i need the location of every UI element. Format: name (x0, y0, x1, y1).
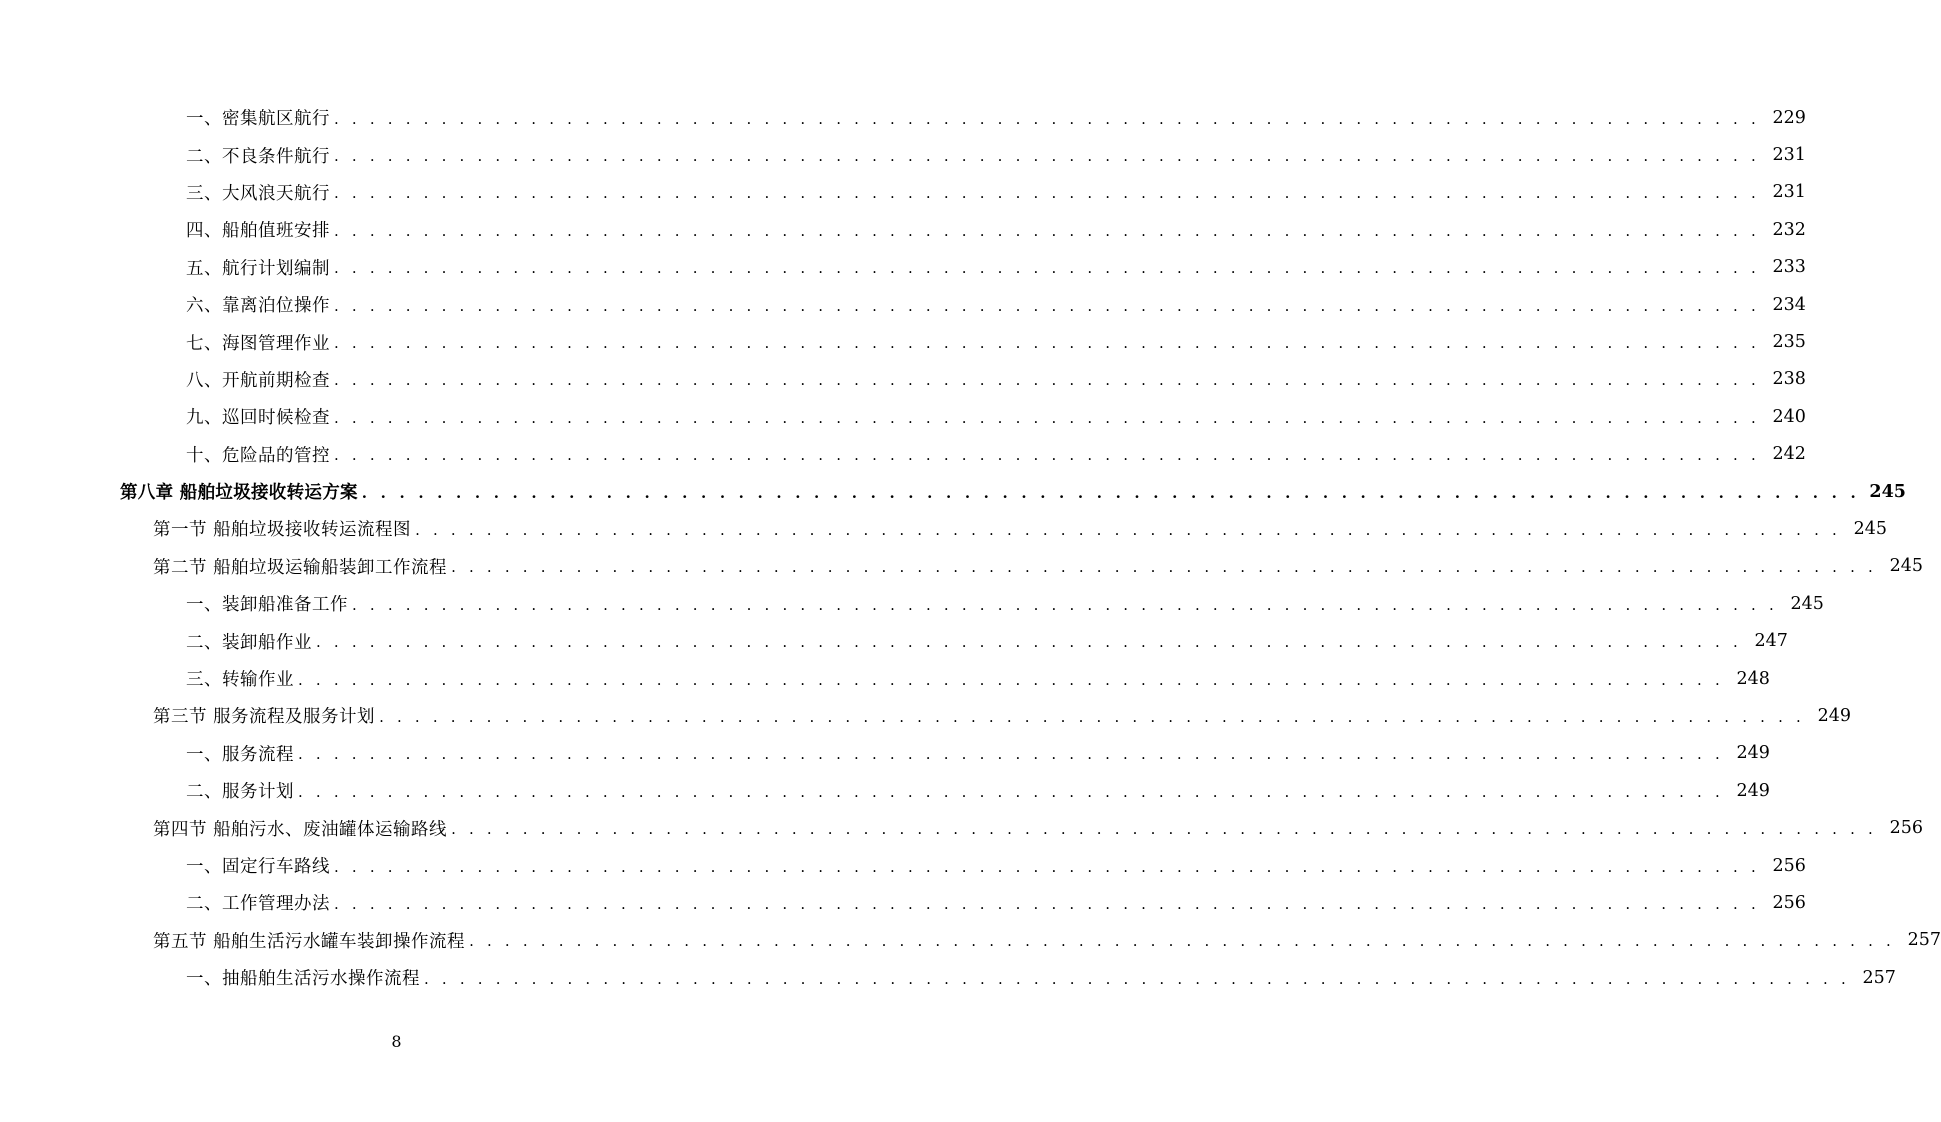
page-number: 8 (391, 1032, 402, 1051)
dot-leader: . . . . . . . . . . . . . . . . . . . . . . . . . . . . . . . . . . . . . . . . . . . . . . . . . . . . . . . . . . . . . . . . . . . . . . . . . . . . . . . . (334, 446, 1760, 465)
toc-entry-item[interactable] (0, 436, 1806, 473)
toc-entry-page-number: 245 (1889, 556, 1923, 577)
toc-entry-item[interactable] (0, 735, 1770, 772)
toc-entry-page-number: 245 (1790, 593, 1824, 614)
toc-entry-title: 九、巡回时候检查 (186, 408, 330, 429)
dot-leader: . . . . . . . . . . . . . . . . . . . . . . . . . . . . . . . . . . . . . . . . . . . . . . . . . . . . . . . . . . . . . . . . . . . . . . . . . . . . . . . . (451, 820, 1877, 839)
toc-entry-page-number: 238 (1772, 369, 1806, 390)
toc-entry-item[interactable] (0, 323, 1806, 360)
dot-leader: . . . . . . . . . . . . . . . . . . . . . . . . . . . . . . . . . . . . . . . . . . . . . . . . . . . . . . . . . . . . . . . . . . . . . . . . . . . . . . . . (316, 633, 1742, 652)
toc-entry-page-number: 245 (1869, 481, 1906, 502)
toc-entry-section[interactable] (0, 922, 1941, 959)
toc-entry-page-number: 256 (1889, 818, 1923, 839)
toc-entry-title: 三、转输作业 (186, 670, 294, 691)
toc-entry-title: 五、航行计划编制 (186, 258, 330, 279)
toc-entry-title: 七、海图管理作业 (186, 333, 330, 354)
toc-entry-page-number: 249 (1736, 780, 1770, 801)
dot-leader: . . . . . . . . . . . . . . . . . . . . . . . . . . . . . . . . . . . . . . . . . . . . . . . . . . . . . . . . . . . . . . . . . . . . . . . . . . . . . . . . (334, 296, 1760, 315)
toc-entry-item[interactable] (0, 585, 1824, 622)
toc-entry-title: 二、工作管理办法 (186, 894, 330, 915)
toc-entry-page-number: 256 (1772, 892, 1806, 913)
toc-entry-title: 第八章 船舶垃圾接收转运方案 (120, 483, 358, 504)
toc-entry-item[interactable] (0, 249, 1806, 286)
toc-entry-title: 第三节 服务流程及服务计划 (153, 707, 376, 728)
toc-entry-item[interactable] (0, 286, 1806, 323)
dot-leader: . . . . . . . . . . . . . . . . . . . . . . . . . . . . . . . . . . . . . . . . . . . . . . . . . . . . . . . . . . . . . . . . . . . . . . . . . . . . . . . . (415, 520, 1841, 539)
toc-entry-page-number: 245 (1853, 518, 1887, 539)
dot-leader: . . . . . . . . . . . . . . . . . . . . . . . . . . . . . . . . . . . . . . . . . . . . . . . . . . . . . . . . . . . . . . . . . . . . . . . . . . . . . . . . (334, 221, 1760, 240)
toc-entry-title: 六、靠离泊位操作 (186, 296, 330, 317)
toc-entry-item[interactable] (0, 772, 1770, 809)
toc-entry-page-number: 247 (1754, 631, 1788, 652)
toc-entry-title: 十、危险品的管控 (186, 445, 330, 466)
toc-entry-page-number: 256 (1772, 855, 1806, 876)
toc-entry-item[interactable] (0, 136, 1806, 173)
toc-entry-page-number: 257 (1907, 930, 1941, 951)
toc-entry-item[interactable] (0, 361, 1806, 398)
dot-leader: . . . . . . . . . . . . . . . . . . . . . . . . . . . . . . . . . . . . . . . . . . . . . . . . . . . . . . . . . . . . . . . . . . . . . . . . . . . . . . . . (298, 670, 1724, 689)
toc-entry-title: 四、船舶值班安排 (186, 221, 330, 242)
toc-entry-title: 二、不良条件航行 (186, 146, 330, 167)
dot-leader: . . . . . . . . . . . . . . . . . . . . . . . . . . . . . . . . . . . . . . . . . . . . . . . . . . . . . . . . . . . . . . . . . . . . . . . . . . . . . . . . (334, 259, 1760, 278)
toc-entry-title: 二、服务计划 (186, 782, 294, 803)
toc-entry-page-number: 248 (1736, 668, 1770, 689)
toc-entry-title: 一、服务流程 (186, 744, 294, 765)
dot-leader: . . . . . . . . . . . . . . . . . . . . . . . . . . . . . . . . . . . . . . . . . . . . . . . . . . . . . . . . . . . . . . . . . . . . . . . . . . . . . . . . (298, 745, 1724, 764)
toc-entry-section[interactable] (0, 510, 1887, 547)
toc-entry-page-number: 234 (1772, 294, 1806, 315)
toc-entry-item[interactable] (0, 622, 1788, 659)
dot-leader: . . . . . . . . . . . . . . . . . . . . . . . . . . . . . . . . . . . . . . . . . . . . . . . . . . . . . . . . . . . . . . . . . . . . . . . . . . . . . . . . (334, 334, 1760, 353)
dot-leader: . . . . . . . . . . . . . . . . . . . . . . . . . . . . . . . . . . . . . . . . . . . . . . . . . . . . . . . . . . . . . . . . . . . . . . . . . . . . . . . . (334, 371, 1760, 390)
table-of-contents (0, 99, 1941, 996)
toc-entry-title: 第一节 船舶垃圾接收转运流程图 (153, 520, 412, 541)
toc-entry-item[interactable] (0, 174, 1806, 211)
toc-entry-page-number: 242 (1772, 444, 1806, 465)
toc-entry-page-number: 249 (1736, 743, 1770, 764)
toc-entry-section[interactable] (0, 809, 1923, 846)
dot-leader: . . . . . . . . . . . . . . . . . . . . . . . . . . . . . . . . . . . . . . . . . . . . . . . . . . . . . . . . . . . . . . . . . . . . . . . . . . . . . . . . (379, 707, 1805, 726)
dot-leader: . . . . . . . . . . . . . . . . . . . . . . . . . . . . . . . . . . . . . . . . . . . . . . . . . . . . . . . . . . . . . . . . . . . . . . . . . . . . . . . . (334, 147, 1760, 166)
dot-leader: . . . . . . . . . . . . . . . . . . . . . . . . . . . . . . . . . . . . . . . . . . . . . . . . . . . . . . . . . . . . . . . . . . . . . . . . . . . . . . . . (334, 109, 1760, 128)
dot-leader: . . . . . . . . . . . . . . . . . . . . . . . . . . . . . . . . . . . . . . . . . . . . . . . . . . . . . . . . . . . . . . . . . . . . . . . . . . . . . . . . (361, 483, 1860, 502)
dot-leader: . . . . . . . . . . . . . . . . . . . . . . . . . . . . . . . . . . . . . . . . . . . . . . . . . . . . . . . . . . . . . . . . . . . . . . . . . . . . . . . . (424, 969, 1850, 988)
toc-entry-page-number: 232 (1772, 219, 1806, 240)
toc-entry-page-number: 235 (1772, 332, 1806, 353)
toc-entry-title: 三、大风浪天航行 (186, 183, 330, 204)
dot-leader: . . . . . . . . . . . . . . . . . . . . . . . . . . . . . . . . . . . . . . . . . . . . . . . . . . . . . . . . . . . . . . . . . . . . . . . . . . . . . . . . (298, 782, 1724, 801)
toc-entry-page-number: 249 (1817, 705, 1851, 726)
toc-entry-item[interactable] (0, 211, 1806, 248)
toc-entry-title: 八、开航前期检查 (186, 370, 330, 391)
toc-entry-title: 二、装卸船作业 (186, 632, 312, 653)
toc-entry-title: 第二节 船舶垃圾运输船装卸工作流程 (153, 557, 448, 578)
toc-entry-page-number: 229 (1772, 107, 1806, 128)
dot-leader: . . . . . . . . . . . . . . . . . . . . . . . . . . . . . . . . . . . . . . . . . . . . . . . . . . . . . . . . . . . . . . . . . . . . . . . . . . . . . . . . (352, 595, 1778, 614)
toc-entry-page-number: 233 (1772, 257, 1806, 278)
toc-entry-item[interactable] (0, 398, 1806, 435)
toc-entry-item[interactable] (0, 99, 1806, 136)
toc-entry-page-number: 231 (1772, 145, 1806, 166)
dot-leader: . . . . . . . . . . . . . . . . . . . . . . . . . . . . . . . . . . . . . . . . . . . . . . . . . . . . . . . . . . . . . . . . . . . . . . . . . . . . . . . . (334, 857, 1760, 876)
toc-entry-page-number: 257 (1862, 967, 1896, 988)
dot-leader: . . . . . . . . . . . . . . . . . . . . . . . . . . . . . . . . . . . . . . . . . . . . . . . . . . . . . . . . . . . . . . . . . . . . . . . . . . . . . . . . (469, 932, 1895, 951)
toc-entry-title: 第五节 船舶生活污水罐车装卸操作流程 (153, 931, 466, 952)
toc-entry-section[interactable] (0, 697, 1851, 734)
dot-leader: . . . . . . . . . . . . . . . . . . . . . . . . . . . . . . . . . . . . . . . . . . . . . . . . . . . . . . . . . . . . . . . . . . . . . . . . . . . . . . . . (334, 408, 1760, 427)
dot-leader: . . . . . . . . . . . . . . . . . . . . . . . . . . . . . . . . . . . . . . . . . . . . . . . . . . . . . . . . . . . . . . . . . . . . . . . . . . . . . . . . (334, 894, 1760, 913)
toc-entry-item[interactable] (0, 884, 1806, 921)
toc-entry-item[interactable] (0, 660, 1770, 697)
dot-leader: . . . . . . . . . . . . . . . . . . . . . . . . . . . . . . . . . . . . . . . . . . . . . . . . . . . . . . . . . . . . . . . . . . . . . . . . . . . . . . . . (451, 558, 1877, 577)
toc-entry-title: 一、装卸船准备工作 (186, 595, 348, 616)
toc-entry-chapter[interactable] (0, 473, 1906, 510)
toc-entry-title: 第四节 船舶污水、废油罐体运输路线 (153, 819, 448, 840)
toc-entry-item[interactable] (0, 847, 1806, 884)
toc-entry-item[interactable] (0, 959, 1896, 996)
toc-entry-title: 一、抽船舶生活污水操作流程 (186, 969, 420, 990)
toc-entry-title: 一、密集航区航行 (186, 109, 330, 130)
toc-entry-page-number: 231 (1772, 182, 1806, 203)
toc-entry-section[interactable] (0, 548, 1923, 585)
toc-entry-page-number: 240 (1772, 406, 1806, 427)
toc-entry-title: 一、固定行车路线 (186, 857, 330, 877)
dot-leader: . . . . . . . . . . . . . . . . . . . . . . . . . . . . . . . . . . . . . . . . . . . . . . . . . . . . . . . . . . . . . . . . . . . . . . . . . . . . . . . . (334, 184, 1760, 203)
